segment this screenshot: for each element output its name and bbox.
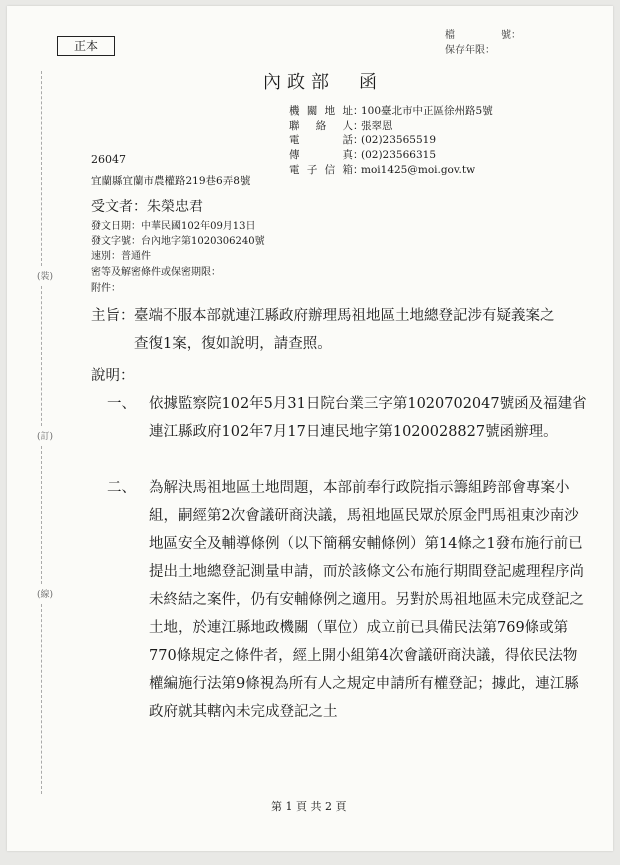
contact-block [289, 104, 493, 178]
contact-key: 電話 [289, 134, 353, 147]
item-number: 二、 [107, 480, 136, 496]
contact-key: 機關地址 [289, 105, 353, 117]
contact-key: 聯絡人 [289, 119, 353, 132]
recipient-name: 受文者：朱榮忠君 [91, 199, 203, 215]
contact-key: 傳真 [289, 149, 353, 162]
issue-date: 發文日期：中華民國102年09月13日 [91, 221, 256, 232]
contact-row: 電子信箱 ： moi1425@moi.gov.tw [289, 163, 476, 176]
retention-period-label: 保存年限： [445, 45, 495, 56]
cut-line-mark: (線) [37, 590, 54, 600]
contact-value: moi1425@moi.gov.tw [361, 163, 476, 176]
contact-row: 電話 ： (02)23565519 [289, 134, 436, 147]
document-page [7, 6, 613, 851]
classification: 密等及解密條件或保密期限： [91, 267, 221, 278]
contact-value: 100臺北市中正區徐州路5號 [361, 105, 493, 117]
contact-value: (02)23566315 [361, 149, 436, 162]
original-copy-badge: 正本 [57, 36, 115, 56]
contact-row: 聯絡人 ： 張翠恩 [289, 119, 393, 132]
staple-mark: (訂) [37, 432, 54, 442]
binding-line [41, 286, 42, 426]
postal-code: 26047 [91, 153, 126, 166]
attachments: 附件： [91, 283, 121, 294]
recipient-address: 宜蘭縣宜蘭市農權路219巷6弄8號 [91, 175, 251, 187]
page-number: 第 1 頁 共 2 頁 [271, 800, 347, 813]
contact-value: (02)23565519 [361, 134, 436, 147]
binding-line [41, 446, 42, 584]
document-number: 發文字號：台內地字第1020306240號 [91, 236, 265, 247]
contact-row: 機關地址 ： 100臺北市中正區徐州路5號 [289, 105, 493, 117]
contact-key: 電子信箱 [289, 163, 353, 176]
binding-line [41, 71, 42, 266]
file-number-key-suffix: 號： [501, 30, 521, 41]
binding-line [41, 604, 42, 794]
item-text: 為解決馬祖地區土地問題，本部前奉行政院指示籌組跨部會專案小組，嗣經第2次會議研商決議，馬祖地區民眾於原金門馬祖東沙南沙地區安全及輔導條例（以下簡稱安輔條例）第14條之1發布施行前已提出土地總登記測量申請，而於該條文公布施行期間登記處理程序尚未終結之案件，仍有安輔條例之適用。另對於馬祖地區未完成登記之土地，於連江縣地政機關（單位）成立前已具備民法第769條或第770條規定之條件者，經上開小組第4次會議研商決議，得依民法物權編施行法第9條視為所有人之規定申請所有權登記；據此，連江縣政府就其轄內未完成登記之土 [149, 480, 584, 720]
explanation-label: 說明： [91, 368, 135, 384]
urgency: 速別：普通件 [91, 251, 151, 262]
subject-text: 臺端不服本部就連江縣政府辦理馬祖地區土地總登記涉有疑義案之查復1案，復如說明，請查照。 [134, 308, 555, 352]
subject-label: 主旨： [91, 308, 135, 324]
item-number: 一、 [107, 396, 136, 412]
document-title: 內政部 函 [263, 72, 383, 93]
item-text: 依據監察院102年5月31日院台業三字第1020702047號函及福建省連江縣政府102年7月17日連民地字第1020028827號函辦理。 [149, 396, 587, 440]
file-number-label [445, 26, 521, 41]
file-number-key: 檔 [445, 30, 455, 41]
contact-row: 傳真 ： (02)23566315 [289, 149, 436, 162]
binding-mark: (裝) [37, 272, 54, 282]
contact-value: 張翠恩 [361, 119, 393, 132]
